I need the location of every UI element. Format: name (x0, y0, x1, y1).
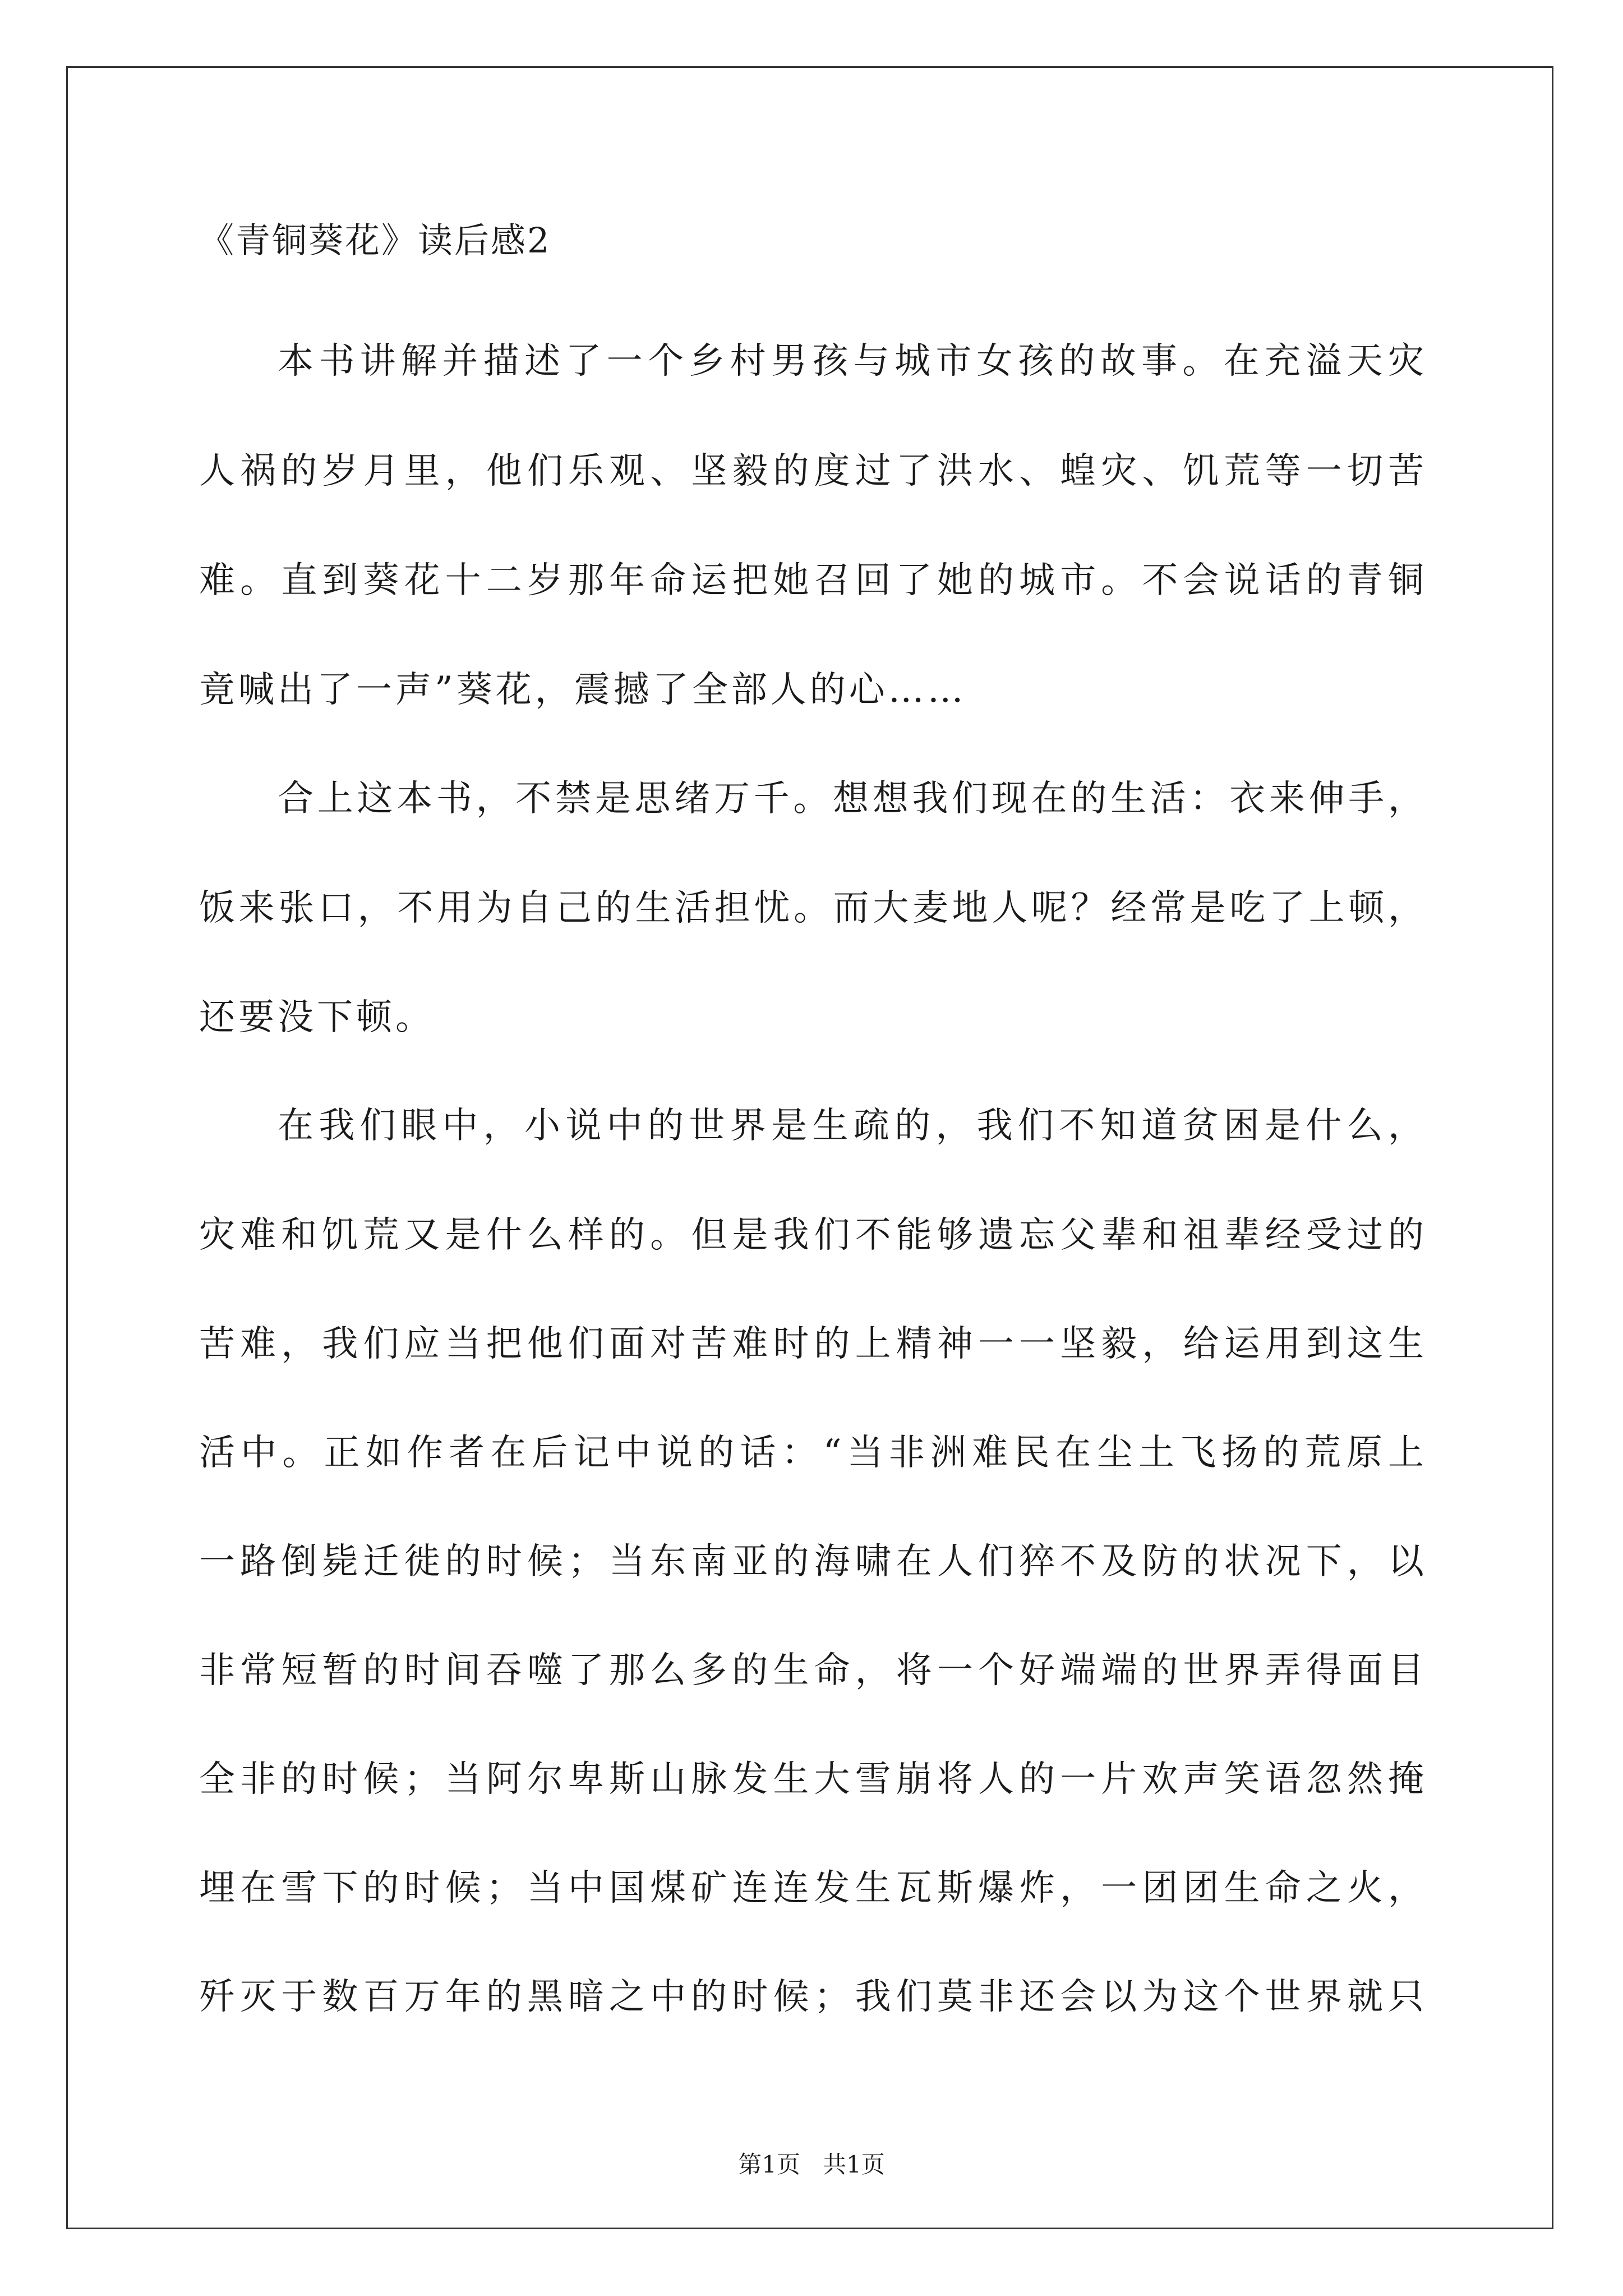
paragraph-1-line-2: 人祸的岁月里，他们乐观、坚毅的度过了洪水、蝗灾、饥荒等一切苦 (199, 450, 1427, 492)
paragraph-2-line-1: 合上这本书，不禁是思绪万千。想想我们现在的生活：衣来伸手， (278, 778, 1427, 820)
page-number-footer: 第1页 共1页 (738, 2151, 885, 2178)
paragraph-3-line-9: 歼灭于数百万年的黑暗之中的时候；我们莫非还会以为这个世界就只 (199, 1976, 1427, 2018)
paragraph-3-line-8: 埋在雪下的时候；当中国煤矿连连发生瓦斯爆炸，一团团生命之火， (199, 1867, 1427, 1909)
paragraph-1-line-1: 本书讲解并描述了一个乡村男孩与城市女孩的故事。在充溢天灾 (278, 341, 1427, 382)
paragraph-1-line-4: 竟喊出了一声”葵花，震撼了全部人的心…… (199, 669, 967, 711)
paragraph-3-line-7: 全非的时候；当阿尔卑斯山脉发生大雪崩将人的一片欢声笑语忽然掩 (199, 1759, 1427, 1800)
paragraph-3-line-2: 灾难和饥荒又是什么样的。但是我们不能够遗忘父辈和祖辈经受过的 (199, 1214, 1427, 1256)
paragraph-3-line-3: 苦难，我们应当把他们面对苦难时的上精神一一坚毅，给运用到这生 (199, 1323, 1427, 1365)
paragraph-3-line-1: 在我们眼中，小说中的世界是生疏的，我们不知道贫困是什么， (278, 1105, 1427, 1147)
paragraph-2-line-2: 饭来张口，不用为自己的生活担忧。而大麦地人呢？经常是吃了上顿， (199, 887, 1427, 929)
document-title: 《青铜葵花》读后感2 (199, 220, 551, 261)
paragraph-3-line-6: 非常短暂的时间吞噬了那么多的生命，将一个好端端的世界弄得面目 (199, 1650, 1427, 1691)
paragraph-1-line-3: 难。直到葵花十二岁那年命运把她召回了她的城市。不会说话的青铜 (199, 560, 1427, 601)
paragraph-3-line-4: 活中。正如作者在后记中说的话：“当非洲难民在尘土飞扬的荒原上 (199, 1432, 1427, 1474)
paragraph-3-line-5: 一路倒毙迁徙的时候；当东南亚的海啸在人们猝不及防的状况下，以 (199, 1541, 1427, 1582)
paragraph-2-line-3: 还要没下顿。 (199, 997, 435, 1038)
